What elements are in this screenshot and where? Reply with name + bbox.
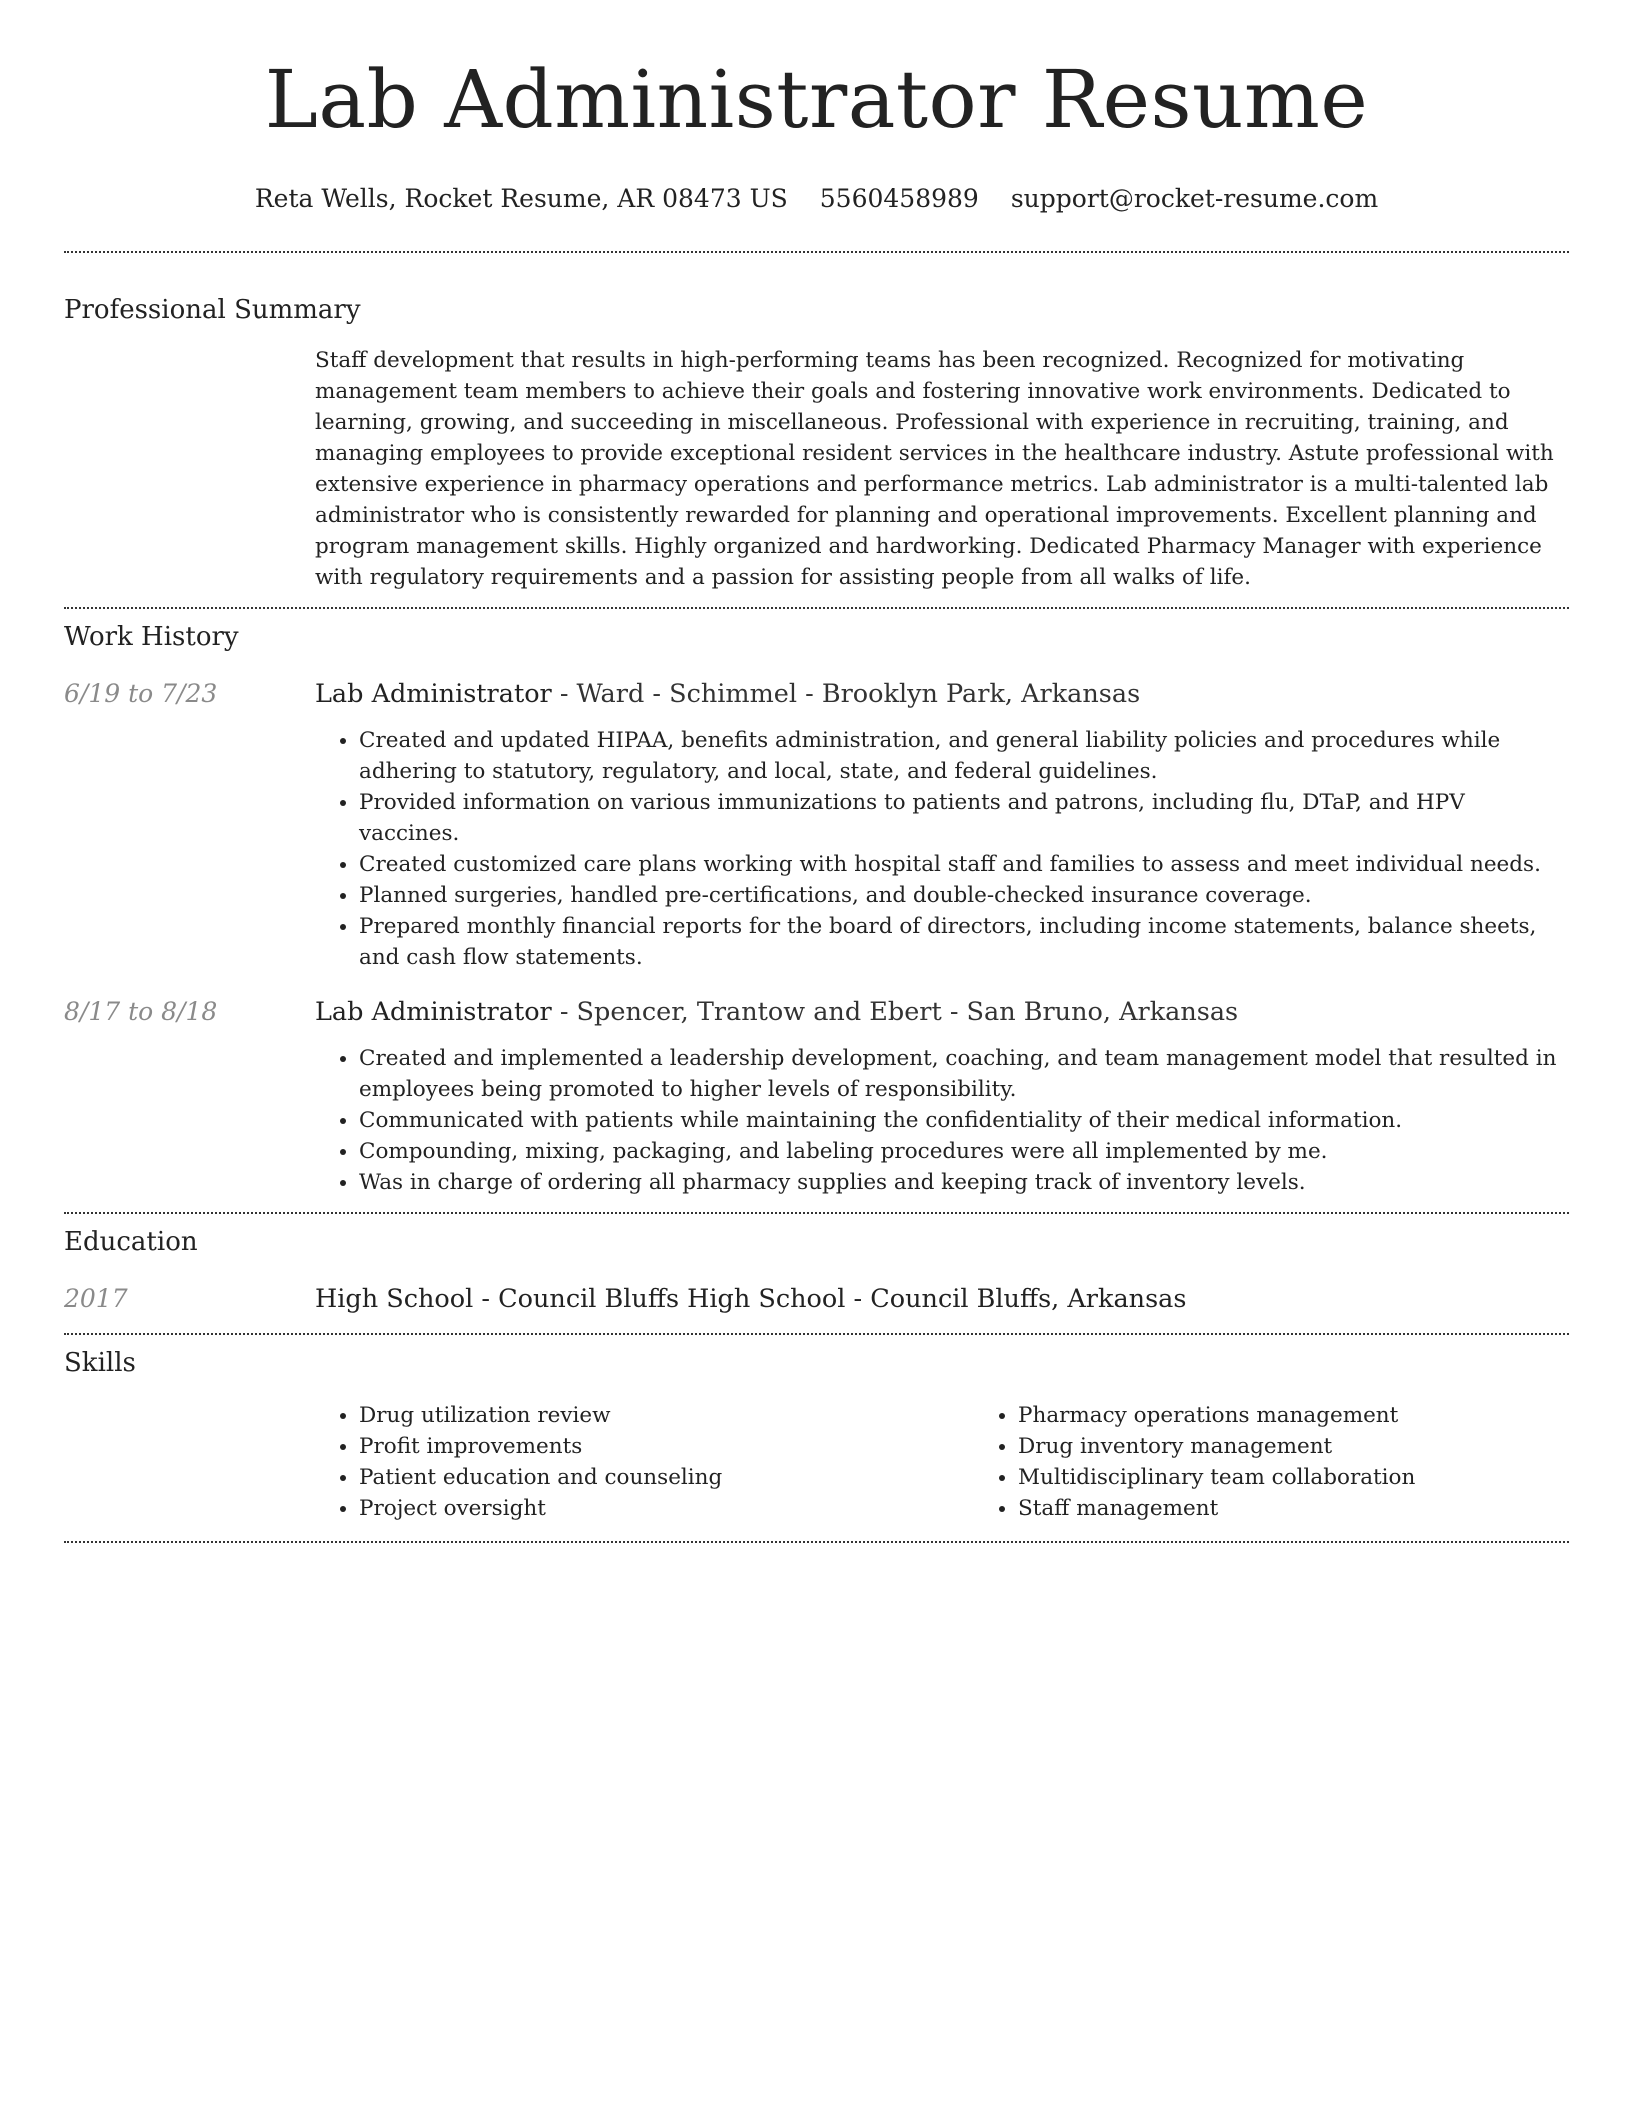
skill-item: • Staff management: [1018, 1493, 1632, 1524]
list-item: • Planned surgeries, handled pre-certifications, and double-checked insurance coverage.: [359, 880, 1569, 911]
job-duties: [315, 1043, 1569, 1198]
contact-address: Reta Wells, Rocket Resume, AR 08473 US: [254, 184, 788, 213]
list-item: • Created and implemented a leadership development, coaching, and team management model that resulted in employees being promoted to higher levels of responsibility.: [359, 1043, 1569, 1105]
summary-spacer: [64, 345, 315, 593]
contact-line: [64, 182, 1569, 216]
job-entry: [64, 677, 1569, 973]
skill-item: • Drug utilization review: [359, 1400, 974, 1431]
contact-email: support@rocket-resume.com: [1010, 184, 1379, 213]
job-title: [315, 995, 1569, 1029]
education-year: 2017: [64, 1284, 128, 1313]
job-dates: 8/17 to 8/18: [64, 997, 218, 1026]
divider: [64, 1541, 1569, 1543]
skills-heading: Skills: [64, 1348, 136, 1378]
skill-item: • Multidisciplinary team collaboration: [1018, 1462, 1632, 1493]
job-employer-location: - Ward - Schimmel - Brooklyn Park, Arkansas: [551, 679, 1141, 709]
skill-item: • Profit improvements: [359, 1431, 974, 1462]
skill-item: • Pharmacy operations management: [1018, 1400, 1632, 1431]
list-item: • Provided information on various immunizations to patients and patrons, including flu, DTaP, and HPV vaccines.: [359, 787, 1569, 849]
skills-list-right: [974, 1400, 1632, 1524]
work-history-section: [64, 609, 1569, 1198]
education-entry: [64, 1282, 1569, 1316]
skill-item: • Patient education and counseling: [359, 1462, 974, 1493]
list-item: • Created and updated HIPAA, benefits administration, and general liability policies and procedures while adhering to statutory, regulatory, and local, state, and federal guidelines.: [359, 725, 1569, 787]
work-history-heading: Work History: [64, 622, 239, 652]
summary-heading: Professional Summary: [64, 295, 361, 325]
skills-list-left: [315, 1400, 974, 1524]
job-duties: [315, 725, 1569, 973]
resume-title: Lab Administrator Resume: [264, 53, 1369, 146]
summary-section: [64, 253, 1569, 593]
skills-grid: [315, 1400, 1632, 1524]
job-title: [315, 677, 1569, 711]
skill-item: • Project oversight: [359, 1493, 974, 1524]
skill-item: • Drug inventory management: [1018, 1431, 1632, 1462]
job-role: Lab Administrator: [315, 997, 552, 1027]
list-item: • Compounding, mixing, packaging, and labeling procedures were all implemented by me.: [359, 1136, 1569, 1167]
resume-page: [64, 0, 1569, 1543]
job-role: Lab Administrator: [315, 679, 552, 709]
education-text: High School - Council Bluffs High School - Council Bluffs, Arkansas: [315, 1284, 1187, 1314]
list-item: • Communicated with patients while maintaining the confidentiality of their medical information.: [359, 1105, 1569, 1136]
contact-phone: 5560458989: [819, 184, 979, 213]
job-entry: [64, 995, 1569, 1198]
summary-body: [64, 345, 1569, 593]
list-item: • Created customized care plans working with hospital staff and families to assess and meet individual needs.: [359, 849, 1569, 880]
job-dates: 6/19 to 7/23: [64, 679, 218, 708]
education-heading: Education: [64, 1227, 198, 1257]
job-employer-location: - Spencer, Trantow and Ebert - San Bruno, Arkansas: [551, 997, 1239, 1027]
education-section: [64, 1214, 1569, 1316]
summary-text: Staff development that results in high-performing teams has been recognized. Recognized for motivating management team members to achieve their goals and fostering innovative work environments. Dedicated to learning, growing, and succeeding in miscellaneous. Professional with experience in recruiting, training, and managing employees to provide exceptional resident services in the healthcare industry. Astute professional with extensive experience in pharmacy operations and performance metrics. Lab administrator is a multi-talented lab administrator who is consistently rewarded for planning and operational improvements. Excellent planning and program management skills. Highly organized and hardworking. Dedicated Pharmacy Manager with experience with regulatory requirements and a passion for assisting people from all walks of life.: [315, 348, 1554, 590]
skills-section: [64, 1335, 1569, 1524]
skills-spacer: [64, 1400, 315, 1524]
list-item: • Was in charge of ordering all pharmacy supplies and keeping track of inventory levels.: [359, 1167, 1569, 1198]
list-item: • Prepared monthly financial reports for the board of directors, including income statements, balance sheets, and cash flow statements.: [359, 911, 1569, 973]
skills-body: [64, 1400, 1569, 1524]
